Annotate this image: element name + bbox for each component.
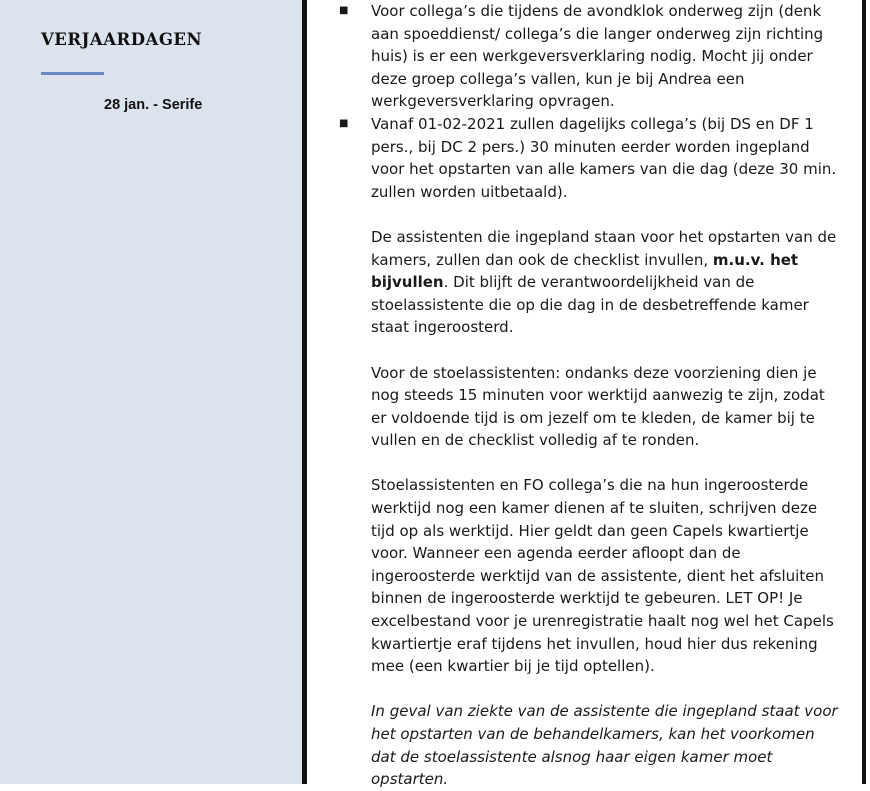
text-line: Voor de stoelassistenten: ondanks deze voorziening dien je bbox=[371, 363, 817, 382]
text-line: huis) is er een werkgeversverklaring nodig. Mocht jij onder bbox=[371, 47, 813, 66]
text-line: deze groep collega’s vallen, kun je bij Andrea een bbox=[371, 69, 745, 88]
text-line: zullen worden uitbetaald). bbox=[371, 182, 568, 201]
paragraph-chair-assistants bbox=[371, 362, 839, 452]
text-line: mee (een kwartier bij je tijd optellen). bbox=[371, 657, 655, 676]
text-line: nog steeds 15 minuten voor werktijd aanwezig te zijn, zodat bbox=[371, 386, 825, 405]
text-line: aan spoeddienst/ collega’s die langer onderweg zijn richting bbox=[371, 24, 824, 43]
emphasis-text: m.u.v. het bbox=[712, 250, 799, 269]
text-line: binnen de ingeroosterde werktijd te gebeuren. LET OP! Je bbox=[371, 589, 803, 608]
text-line: tijd op als werktijd. Hier geldt dan geen Capels kwartiertje bbox=[371, 521, 809, 540]
text-line: er voldoende tijd is om jezelf om te kleden, de kamer bij te bbox=[371, 408, 815, 427]
text-line: Vanaf 01-02-2021 zullen dagelijks collega’s (bij DS en DF 1 bbox=[371, 114, 814, 133]
text-line: Voor collega’s die tijdens de avondklok onderweg zijn (denk bbox=[371, 2, 822, 20]
column-divider bbox=[302, 0, 307, 784]
text-line: voor het opstarten van alle kamers van die dag (deze 30 min. bbox=[371, 160, 837, 179]
text-line: bijvullen. Dit blijft de verantwoordelijkheid van de bbox=[371, 273, 755, 292]
text-line: ingeroosterde werktijd van de assistente, dient het afsluiten bbox=[371, 566, 824, 585]
text-line: opstarten. bbox=[371, 770, 449, 789]
text-line: dat de stoelassistente alsnog haar eigen kamer moet bbox=[371, 747, 773, 766]
paragraph-assistants bbox=[371, 226, 839, 339]
bullet-item-curfew bbox=[339, 0, 839, 113]
main-content bbox=[339, 0, 839, 791]
emphasis-text: bijvullen bbox=[371, 273, 444, 292]
sidebar-title: VERJAARDAGEN bbox=[41, 30, 203, 49]
text-line: het opstarten van de behandelkamers, kan het voorkomen bbox=[371, 725, 815, 743]
text-line: De assistenten die ingepland staan voor het opstarten van de bbox=[371, 227, 837, 246]
birthday-entry: 28 jan. - Serife bbox=[104, 97, 203, 113]
text-line: In geval van ziekte van de assistente die ingepland staat voor bbox=[371, 702, 838, 721]
text-line: pers., bij DC 2 pers.) 30 minuten eerder worden ingepland bbox=[371, 137, 810, 156]
text-line: kwartiertje eraf tijdens het invullen, houd hier dus rekening bbox=[371, 634, 818, 653]
text-line: vullen en de checklist volledig af te ronden. bbox=[371, 431, 700, 450]
paragraph-fo-colleagues bbox=[371, 474, 839, 677]
text-line: staat ingeroosterd. bbox=[371, 318, 514, 337]
text-line: werkgeversverklaring opvragen. bbox=[371, 92, 615, 111]
text-line: Stoelassistenten en FO collega’s die na hun ingeroosterde bbox=[371, 476, 809, 495]
text-line: stoelassistente die op die dag in de desbetreffende kamer bbox=[371, 295, 809, 314]
bullet-square-icon: ■ bbox=[339, 5, 349, 16]
bullet-square-icon: ■ bbox=[339, 117, 349, 129]
text-line: excelbestand voor je urenregistratie haalt nog wel het Capels bbox=[371, 612, 834, 631]
text-line: kamers, zullen dan ook de checklist invullen, m.u.v. het bbox=[371, 250, 799, 269]
bullet-item-startup bbox=[339, 113, 839, 791]
sidebar-title-underline bbox=[41, 72, 104, 75]
paragraph-illness-note bbox=[371, 700, 839, 790]
sidebar bbox=[0, 0, 302, 784]
right-page-border bbox=[862, 0, 866, 784]
text-line: werktijd nog een kamer dienen af te sluiten, schrijven deze bbox=[371, 499, 818, 518]
text-line: voor. Wanneer een agenda eerder afloopt dan de bbox=[371, 544, 741, 563]
